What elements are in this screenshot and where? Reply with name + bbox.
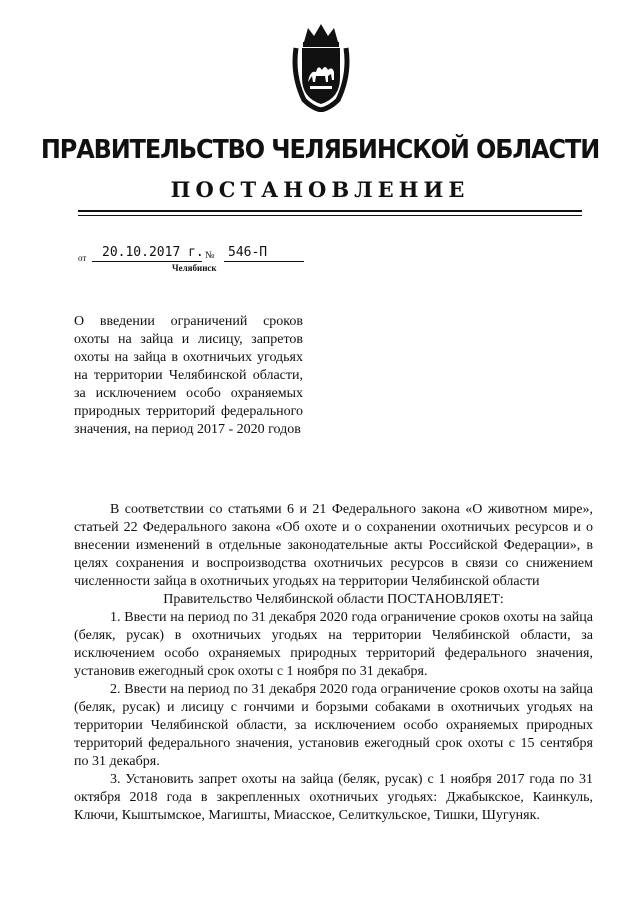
number-underline	[224, 261, 304, 262]
resolves-line: Правительство Челябинской области ПОСТАНОВЛЯЕТ:	[163, 592, 504, 607]
number-label: №	[205, 250, 215, 261]
clause-1: 1. Ввести на период по 31 декабря 2020 года ограничение сроков охоты на зайца (беляк, русак) в охотничьих угодьях на территории Челябинской области, за исключением особо охраняемых природных территорий федерального значения, установив ежегодный срок охоты с 1 ноября по 31 декабря.	[74, 610, 593, 679]
date-underline	[92, 261, 202, 262]
clause-3: 3. Установить запрет охоты на зайца (беляк, русак) с 1 ноября 2017 года по 31 октября 2018 года в закрепленных охотничьих угодьях: Джабыкское, Каинкуль, Ключи, Кыштымское, Магишты, Миасское, Селиткульское, Тишки, Шугуняк.	[74, 772, 593, 823]
coat-of-arms-emblem	[290, 20, 352, 112]
document-type-title: ПОСТАНОВЛЕНИЕ	[170, 177, 470, 202]
preamble-paragraph: В соответствии со статьями 6 и 21 Федерального закона «О животном мире», статьей 22 Федерального закона «Об охоте и о сохранении охотничьих ресурсов и о внесении изменений в отдельные законодательные акты Российской Федерации», в целях сохранения и воспроизводства охотничьих ресурсов в связи со снижением численности зайца в охотничьих угодьях на территории Челябинской области	[74, 502, 593, 589]
document-date: 20.10.2017 г.	[102, 245, 204, 260]
clause-2: 2. Ввести на период по 31 декабря 2020 года ограничение сроков охоты на зайца (беляк, русак) и лисицу с гончими и борзыми собаками в охотничьих угодьях на территории Челябинской области, за исключением особо охраняемых природных территорий федерального значения, установив ежегодный срок охоты с 15 сентября по 31 декабря.	[74, 682, 593, 769]
organization-title: ПРАВИТЕЛЬСТВО ЧЕЛЯБИНСКОЙ ОБЛАСТИ	[40, 135, 600, 165]
header-rule-thin	[78, 215, 582, 216]
document-subject: О введении ограничений сроков охоты на зайца и лисицу, запретов охоты на зайца в охотничьих угодьях на территории Челябинской области, за исключением особо охраняемых природных территорий федерального значения, на период 2017 - 2020 годов	[74, 314, 303, 437]
date-from-label: от	[78, 253, 87, 263]
header-rule-thick	[78, 210, 582, 212]
city-label: Челябинск	[172, 263, 217, 273]
document-number: 546-П	[228, 245, 268, 260]
document-body	[74, 501, 593, 825]
